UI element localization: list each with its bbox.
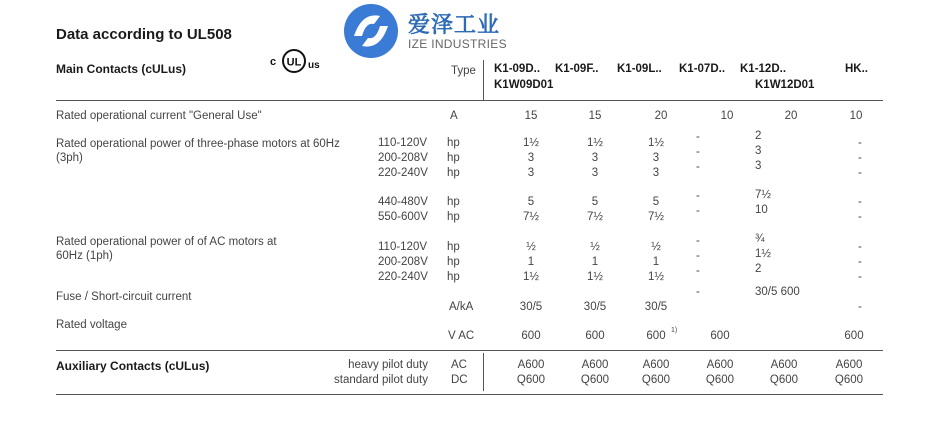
three-phase-unit-4: hp	[447, 211, 460, 223]
single-phase-c2-1: 1	[591, 256, 599, 268]
three-phase-unit-0: hp	[447, 137, 460, 149]
col-header-k1-07d: K1-07D..	[679, 63, 726, 75]
col-header-k1-12d: K1-12D..	[740, 63, 787, 75]
aux-divider	[483, 353, 484, 391]
voltage-footnote-marker: 1)	[671, 327, 678, 334]
three-phase-c3-3: 5	[652, 196, 660, 208]
aux-cell-0-1: A600	[581, 359, 609, 371]
three-phase-voltage-0: 110-120V	[378, 137, 428, 149]
three-phase-c6-0: -	[858, 137, 862, 149]
brand-name-cn: 爱泽工业	[408, 12, 501, 37]
row-label-general-use: Rated operational current "General Use"	[56, 110, 262, 122]
cell-voltage-1: 600	[521, 330, 541, 342]
three-phase-c4-3: -	[696, 190, 700, 202]
three-phase-c5-4: 10	[755, 204, 768, 216]
single-phase-c4-0: -	[696, 235, 700, 247]
aux-cell-1-3: Q600	[705, 374, 735, 386]
three-phase-c1-3: 5	[527, 196, 535, 208]
type-label: Type	[451, 65, 476, 77]
page-title: Data according to UL508	[56, 26, 232, 43]
aux-cell-0-0: A600	[517, 359, 545, 371]
cell-general-use-4: 10	[720, 110, 734, 122]
single-phase-c2-0: ½	[590, 241, 600, 253]
type-divider	[483, 60, 484, 100]
three-phase-c3-2: 3	[652, 167, 660, 179]
single-phase-c6-0: -	[858, 241, 862, 253]
three-phase-c6-1: -	[858, 152, 862, 164]
three-phase-c1-4: 7½	[523, 211, 539, 223]
aux-cell-1-5: Q600	[834, 374, 864, 386]
single-phase-c4-2: -	[696, 265, 700, 277]
cell-general-use-1: 15	[524, 110, 538, 122]
single-phase-c1-0: ½	[526, 241, 536, 253]
cell-fuse-6: -	[858, 301, 862, 313]
single-phase-voltage-1: 200-208V	[378, 256, 428, 268]
aux-cell-1-2: Q600	[641, 374, 671, 386]
three-phase-voltage-2: 220-240V	[378, 167, 428, 179]
aux-cell-0-4: A600	[770, 359, 798, 371]
cell-general-use-5: 20	[784, 110, 798, 122]
single-phase-c5-0: ¾	[755, 233, 765, 245]
aux-cell-1-0: Q600	[516, 374, 546, 386]
col-subheader-k1w12d01: K1W12D01	[755, 79, 815, 91]
single-phase-c6-1: -	[858, 256, 862, 268]
three-phase-c2-0: 1½	[587, 137, 603, 149]
cell-general-use-6: 10	[849, 110, 863, 122]
single-phase-c6-2: -	[858, 271, 862, 283]
section-rule	[56, 350, 883, 351]
three-phase-c6-4: -	[858, 211, 862, 223]
three-phase-c4-0: -	[696, 131, 700, 143]
three-phase-c6-2: -	[858, 167, 862, 179]
brand-logo-icon	[342, 2, 400, 60]
single-phase-c5-2: 2	[755, 263, 762, 275]
culus-us-text: us	[308, 60, 320, 71]
unit-fuse: A/kA	[449, 301, 474, 313]
bottom-rule	[56, 394, 883, 395]
cell-voltage-3: 600	[646, 330, 666, 342]
cell-general-use-3: 20	[654, 110, 668, 122]
cell-fuse-5: 30/5 600	[755, 286, 800, 298]
main-contacts-label: Main Contacts (cULus)	[56, 62, 187, 76]
three-phase-c5-0: 2	[755, 130, 762, 142]
cell-general-use-2: 15	[588, 110, 602, 122]
three-phase-c2-2: 3	[591, 167, 599, 179]
three-phase-c1-0: 1½	[523, 137, 539, 149]
single-phase-unit-0: hp	[447, 241, 460, 253]
three-phase-c2-1: 3	[591, 152, 599, 164]
aux-cell-0-5: A600	[835, 359, 863, 371]
cell-voltage-2: 600	[585, 330, 605, 342]
aux-contacts-label: Auxiliary Contacts (cULus)	[56, 359, 210, 373]
three-phase-voltage-3: 440-480V	[378, 196, 428, 208]
aux-duty-heavy: heavy pilot duty	[348, 359, 428, 371]
single-phase-c5-1: 1½	[755, 248, 771, 260]
single-phase-c4-1: -	[696, 250, 700, 262]
aux-duty-standard: standard pilot duty	[334, 374, 428, 386]
cell-fuse-2: 30/5	[583, 301, 607, 313]
aux-cell-1-1: Q600	[580, 374, 610, 386]
three-phase-c5-2: 3	[755, 160, 762, 172]
single-phase-c3-0: ½	[651, 241, 661, 253]
aux-cell-1-4: Q600	[769, 374, 799, 386]
three-phase-c3-1: 3	[652, 152, 660, 164]
cell-voltage-6: 600	[844, 330, 864, 342]
col-subheader-k1w09d01: K1W09D01	[494, 79, 554, 91]
unit-voltage: V AC	[448, 330, 475, 342]
three-phase-c1-2: 3	[527, 167, 535, 179]
three-phase-unit-2: hp	[447, 167, 460, 179]
three-phase-c2-3: 5	[591, 196, 599, 208]
cell-fuse-1: 30/5	[519, 301, 543, 313]
single-phase-c1-2: 1½	[523, 271, 539, 283]
three-phase-c1-1: 3	[527, 152, 535, 164]
single-phase-voltage-0: 110-120V	[378, 241, 428, 253]
three-phase-c4-1: -	[696, 146, 700, 158]
single-phase-c2-2: 1½	[587, 271, 603, 283]
brand-name-en: IZE INDUSTRIES	[408, 37, 507, 51]
aux-unit-ac: AC	[451, 359, 467, 371]
aux-cell-0-2: A600	[642, 359, 670, 371]
three-phase-voltage-1: 200-208V	[378, 152, 428, 164]
three-phase-c3-4: 7½	[648, 211, 664, 223]
three-phase-c6-3: -	[858, 196, 862, 208]
single-phase-c3-1: 1	[652, 256, 660, 268]
cell-fuse-3: 30/5	[644, 301, 668, 313]
row-label-single-phase: Rated operational power of of AC motors at 60Hz (1ph)	[56, 236, 277, 262]
col-header-k1-09f: K1-09F..	[555, 63, 599, 75]
culus-c-text: c	[270, 56, 277, 68]
three-phase-c5-3: 7½	[755, 189, 771, 201]
three-phase-unit-1: hp	[447, 152, 460, 164]
three-phase-c4-4: -	[696, 205, 700, 217]
col-header-k1-09d: K1-09D..	[494, 63, 541, 75]
header-rule	[56, 100, 883, 101]
row-label-voltage: Rated voltage	[56, 319, 127, 331]
single-phase-unit-2: hp	[447, 271, 460, 283]
row-label-three-phase: Rated operational power of three-phase motors at 60Hz (3ph)	[56, 138, 340, 164]
three-phase-c5-1: 3	[755, 145, 762, 157]
cell-fuse-4: -	[696, 286, 700, 298]
row-label-fuse: Fuse / Short-circuit current	[56, 291, 192, 303]
three-phase-c3-0: 1½	[648, 137, 664, 149]
col-header-k1-09l: K1-09L..	[617, 63, 662, 75]
single-phase-voltage-2: 220-240V	[378, 271, 428, 283]
aux-cell-0-3: A600	[706, 359, 734, 371]
three-phase-c4-2: -	[696, 161, 700, 173]
single-phase-c1-1: 1	[527, 256, 535, 268]
three-phase-c2-4: 7½	[587, 211, 603, 223]
culus-ul-text: UL	[286, 56, 302, 69]
unit-general-use: A	[450, 110, 458, 122]
aux-unit-dc: DC	[451, 374, 468, 386]
col-header-hk: HK..	[845, 63, 868, 75]
culus-certification-mark	[270, 48, 332, 74]
single-phase-c3-2: 1½	[648, 271, 664, 283]
three-phase-voltage-4: 550-600V	[378, 211, 428, 223]
single-phase-unit-1: hp	[447, 256, 460, 268]
three-phase-unit-3: hp	[447, 196, 460, 208]
cell-voltage-4: 600	[710, 330, 730, 342]
